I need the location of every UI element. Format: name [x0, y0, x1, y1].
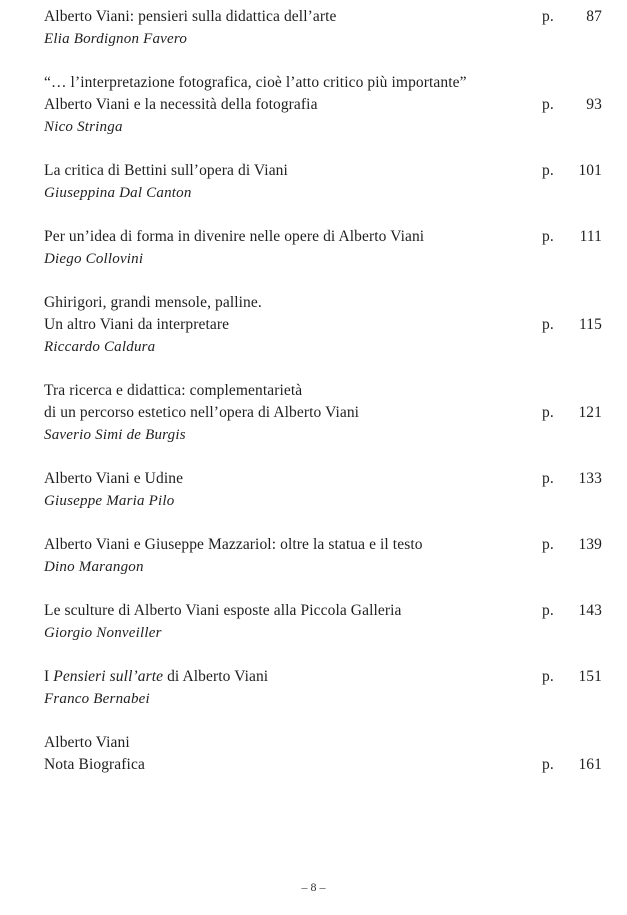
toc-title-line: [44, 732, 614, 754]
page-prefix: p.: [542, 470, 554, 487]
toc-title-line: [44, 402, 614, 424]
page-reference: [542, 468, 602, 490]
page-number: 161: [578, 756, 602, 773]
table-of-contents: [44, 6, 614, 798]
toc-entry: [44, 72, 614, 138]
page-number: 143: [578, 602, 602, 619]
toc-entry: [44, 468, 614, 512]
page-folio: – 8 –: [301, 880, 326, 894]
page-reference: [542, 754, 602, 776]
page-prefix: p.: [542, 602, 554, 619]
toc-title: Ghirigori, grandi mensole, palline.: [44, 294, 262, 311]
toc-title: Alberto Viani: pensieri sulla didattica dell’arte: [44, 8, 337, 25]
page-number: 111: [579, 228, 602, 245]
toc-entry: [44, 6, 614, 50]
toc-title: La critica di Bettini sull’opera di Viani: [44, 162, 288, 179]
toc-title: [44, 666, 268, 688]
toc-title-line: [44, 468, 614, 490]
page-number: 115: [579, 316, 602, 333]
page-number: 93: [586, 96, 602, 113]
page-reference: [542, 600, 602, 622]
toc-author: Riccardo Caldura: [44, 339, 156, 355]
toc-title-line: [44, 600, 614, 622]
page-reference: [542, 314, 602, 336]
toc-author: Dino Marangon: [44, 559, 144, 575]
toc-author: Giuseppina Dal Canton: [44, 185, 192, 201]
toc-title-line: [44, 72, 614, 94]
toc-title: Per un’idea di forma in divenire nelle opere di Alberto Viani: [44, 228, 425, 245]
toc-title: Nota Biografica: [44, 756, 145, 773]
toc-entry: [44, 534, 614, 578]
toc-author: Giuseppe Maria Pilo: [44, 493, 175, 509]
page-number: 133: [578, 470, 602, 487]
toc-title-line: [44, 314, 614, 336]
toc-title: di un percorso estetico nell’opera di Alberto Viani: [44, 404, 360, 421]
page-number: 121: [578, 404, 602, 421]
page-prefix: p.: [542, 96, 554, 113]
toc-entry: [44, 292, 614, 358]
page-prefix: p.: [542, 162, 554, 179]
toc-title-line: [44, 292, 614, 314]
toc-entry: [44, 600, 614, 644]
page-reference: [542, 160, 602, 182]
toc-title-line: [44, 380, 614, 402]
toc-entry: [44, 380, 614, 446]
toc-author: Saverio Simi de Burgis: [44, 427, 186, 443]
toc-title-line: [44, 666, 614, 688]
toc-title: Le sculture di Alberto Viani esposte alla Piccola Galleria: [44, 602, 402, 619]
page-prefix: p.: [542, 668, 554, 685]
toc-title-suffix: di Alberto Viani: [163, 668, 269, 685]
toc-title: Alberto Viani e Giuseppe Mazzariol: oltre la statua e il testo: [44, 536, 423, 553]
toc-author: Diego Collovini: [44, 251, 144, 267]
toc-entry: [44, 226, 614, 270]
toc-title-prefix: I: [44, 668, 54, 685]
toc-title-line: [44, 94, 614, 116]
toc-author: Franco Bernabei: [44, 691, 150, 707]
page-prefix: p.: [542, 228, 554, 245]
toc-entry: [44, 160, 614, 204]
toc-title: Un altro Viani da interpretare: [44, 316, 230, 333]
page-number: 101: [578, 162, 602, 179]
toc-title-line: [44, 534, 614, 556]
toc-entry: [44, 666, 614, 710]
page-number: 87: [586, 8, 602, 25]
toc-entry: [44, 732, 614, 776]
page-prefix: p.: [542, 756, 554, 773]
toc-author: Elia Bordignon Favero: [44, 31, 188, 47]
toc-title-line: [44, 226, 614, 248]
toc-title-line: [44, 6, 614, 28]
page-prefix: p.: [542, 316, 554, 333]
page-prefix: p.: [542, 404, 554, 421]
page-reference: [542, 666, 602, 688]
page-number: 151: [578, 668, 602, 685]
toc-author: Nico Stringa: [44, 119, 123, 135]
toc-title: Tra ricerca e didattica: complementarietà: [44, 382, 303, 399]
toc-title: Alberto Viani: [44, 734, 130, 751]
page-reference: [542, 402, 602, 424]
toc-title: Alberto Viani e Udine: [44, 470, 184, 487]
page-number: 139: [578, 536, 602, 553]
toc-title-italic: Pensieri sull’arte: [53, 668, 164, 685]
toc-title: “… l’interpretazione fotografica, cioè l’atto critico più importante”: [44, 74, 467, 91]
page-reference: [542, 534, 602, 556]
page-prefix: p.: [542, 8, 554, 25]
page-reference: [542, 226, 602, 248]
toc-title-line: [44, 160, 614, 182]
page-prefix: p.: [542, 536, 554, 553]
toc-author: Giorgio Nonveiller: [44, 625, 162, 641]
toc-title-line: [44, 754, 614, 776]
toc-title: Alberto Viani e la necessità della fotografia: [44, 96, 318, 113]
page-reference: [542, 6, 602, 28]
page-reference: [542, 94, 602, 116]
